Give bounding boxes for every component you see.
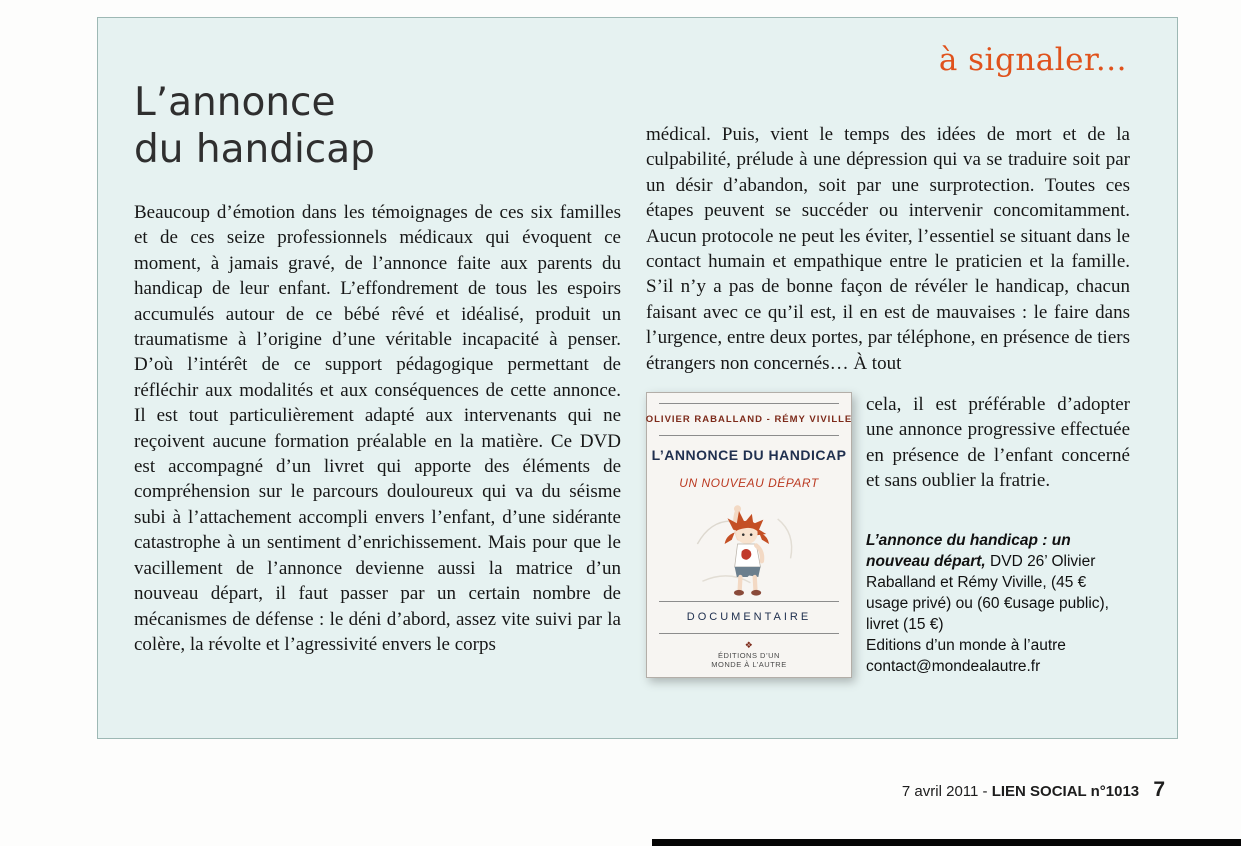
dvd-title: L’ANNONCE DU HANDICAP [651, 447, 847, 463]
dvd-caption-title: L’annonce du handicap : un nouveau départ, [866, 531, 1071, 570]
beside-dvd-column [866, 392, 1130, 678]
article-title [134, 80, 375, 174]
dvd-and-caption-row [646, 392, 1130, 678]
dvd-publisher [706, 640, 792, 669]
article-title-line1: L’annonce [134, 80, 336, 125]
dvd-authors: OLIVIER RABALLAND - RÉMY VIVILLE [645, 413, 853, 425]
dvd-genre: DOCUMENTAIRE [686, 610, 812, 623]
dvd-cover-rule [659, 435, 839, 436]
article-title-line2: du handicap [134, 126, 375, 172]
dvd-cover-illustration-icon [669, 501, 829, 601]
page-footer [902, 778, 1165, 802]
dvd-caption-main [866, 530, 1130, 635]
footer-magazine-name: LIEN SOCIAL n°1013 [991, 783, 1140, 800]
dvd-caption-publisher: Editions d’un monde à l’autre [866, 636, 1066, 654]
publisher-logo-icon: ❖ [744, 640, 754, 651]
article-wrap-text: cela, il est préférable d’adopter une annonce progressive effectuée en présence de l’enfant concerné et sans oublier la fratrie. [866, 394, 1130, 492]
dvd-caption-details: DVD 26’ Olivier Raballand et Rémy Viville, (45 € usage privé) ou (60 €usage public), livret (15 €) [866, 552, 1109, 633]
footer-date: 7 avril 2011 - [901, 783, 988, 800]
dvd-subtitle: UN NOUVEAU DÉPART [679, 476, 819, 491]
dvd-caption-contact: contact@mondealautre.fr [866, 657, 1041, 675]
footer-page-number: 7 [1153, 778, 1165, 801]
article-right-column [646, 122, 1130, 678]
dvd-publisher-text: ÉDITIONS D’UN MONDE À L’AUTRE [711, 651, 787, 670]
article-panel [97, 17, 1178, 739]
scan-edge-artifact [652, 839, 1241, 846]
article-right-column-text: médical. Puis, vient le temps des idées de mort et de la culpabilité, prélude à une dépression qui va se traduire soit par un désir d’abandon, soit par une surprotection. Toutes ces étapes peuvent se succéder ou intervenir concomitamment. Aucun protocole ne peut les éviter, l’essentiel se situant dans le contact humain et empathique entre le praticien et la famille. S’il n’y a pas de bonne façon de révéler le handicap, chacun faisant avec ce qu’il est, il en est de mauvaises : le faire dans l’urgence, entre deux portes, par téléphone, en présence de tiers étrangers non concernés… À tout [646, 124, 1130, 374]
section-label: à signaler... [938, 42, 1127, 78]
dvd-cover-rule [659, 633, 839, 634]
dvd-cover [646, 392, 852, 678]
article-left-column: Beaucoup d’émotion dans les témoignages de ces six familles et de ces seize professionnels médicaux qui évoquent ce moment, à jamais gravé, de l’annonce faite aux parents du handicap de leur enfant. L’effondrement de tous les espoirs accumulés autour de ce bébé rêvé et idéalisé, produit un traumatisme à l’origine d’une véritable incapacité à penser. D’où l’intérêt de ce support pédagogique permettant de réfléchir aux modalités et aux conséquences de cette annonce. Il est tout particulièrement adapté aux intervenants qui ne reçoivent aucune formation préalable en la matière. Ce DVD est accompagné d’un livret qui apporte des éléments de compréhension sur le parcours douloureux qui va du séisme subi à l’attachement accompli envers l’enfant, d’une sidérante catastrophe à un sentiment d’enrichissement. Mais pour que le vacillement de l’annonce devienne aussi la matrice d’un nouveau départ, il faut passer par un certain nombre de mécanismes de défense : le déni d’abord, assez vite suivi par la colère, la révolte et l’agressivité envers le corps [134, 202, 621, 655]
dvd-caption [866, 530, 1130, 677]
